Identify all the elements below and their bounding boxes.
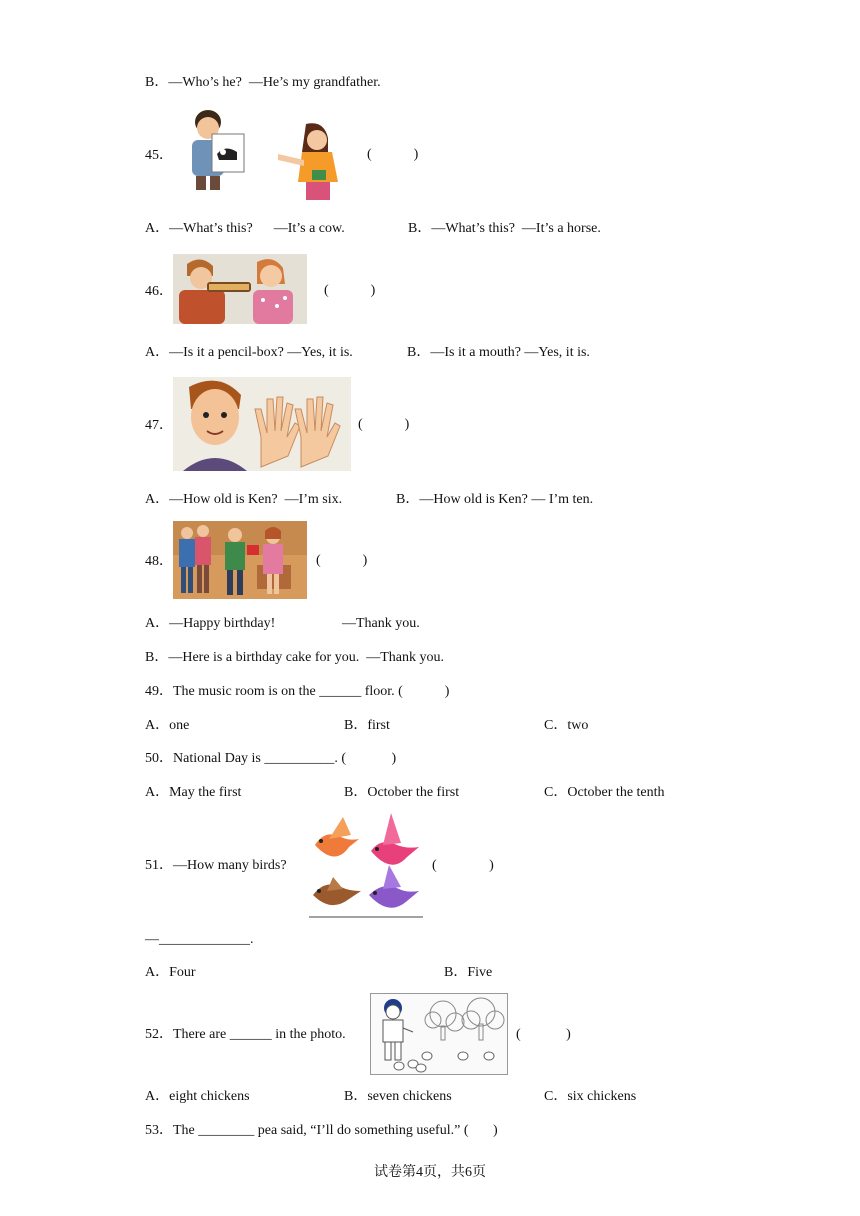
q48-option-b: B．—Here is a birthday cake for you. —Thank you. <box>145 650 444 665</box>
q46-option-a: A．—Is it a pencil-box? —Yes, it is. <box>145 345 353 360</box>
q52-option-c: C．six chickens <box>544 1089 637 1104</box>
q45-answer-paren: ( ) <box>367 147 419 162</box>
q51-answer-blank: —_____________. <box>145 932 254 947</box>
q46-children-pencil-box-picture <box>173 254 307 324</box>
q47-option-a: A．—How old is Ken? —I’m six. <box>145 492 343 507</box>
q49-option-c: C．two <box>544 718 589 733</box>
q47-answer-paren: ( ) <box>358 417 410 432</box>
q49-stem: 49．The music room is on the ______ floor. ( ) <box>145 684 450 699</box>
q52-option-a: A．eight chickens <box>145 1089 250 1104</box>
q50-option-a: A．May the first <box>145 785 242 800</box>
q47-option-b: B．—How old is Ken? — I’m ten. <box>396 492 594 507</box>
q45-boy-with-cow-card-picture <box>186 106 256 192</box>
q50-option-c: C．October the tenth <box>544 785 665 800</box>
q53-stem: 53．The ________ pea said, “I’ll do something useful.” ( ) <box>145 1123 498 1138</box>
q48-option-a-2: —Thank you. <box>342 616 420 631</box>
q45-girl-pointing-picture <box>276 120 348 202</box>
q49-option-b: B．first <box>344 718 390 733</box>
q51-option-b: B．Five <box>444 965 493 980</box>
q45-option-b: B．—What’s this? —It’s a horse. <box>408 221 601 236</box>
q46-option-b: B．—Is it a mouth? —Yes, it is. <box>407 345 590 360</box>
q48-answer-paren: ( ) <box>316 553 368 568</box>
q51-answer-paren: ( ) <box>432 858 494 873</box>
q52-option-b: B．seven chickens <box>344 1089 452 1104</box>
q45-option-a: A．—What’s this? —It’s a cow. <box>145 221 345 236</box>
q44-option-b: B．—Who’s he? —He’s my grandfather. <box>145 75 381 90</box>
q49-option-a: A．one <box>145 718 190 733</box>
q45-number: 45． <box>145 148 173 163</box>
q46-number: 46． <box>145 284 173 299</box>
q51-four-birds-picture <box>309 811 423 919</box>
q52-stem: 52．There are ______ in the photo. <box>145 1027 346 1042</box>
q52-answer-paren: ( ) <box>516 1027 571 1042</box>
q48-number: 48． <box>145 554 173 569</box>
q47-number: 47． <box>145 418 173 433</box>
q50-option-b: B．October the first <box>344 785 460 800</box>
q47-boy-and-ten-fingers-picture <box>173 377 351 471</box>
q46-answer-paren: ( ) <box>324 283 376 298</box>
q51-stem: 51．—How many birds? <box>145 858 287 873</box>
q48-birthday-gift-picture <box>173 521 307 599</box>
page-footer: 试卷第4页，共6页 <box>374 1165 486 1180</box>
q48-option-a-1: A．—Happy birthday! <box>145 616 276 631</box>
q51-option-a: A．Four <box>145 965 196 980</box>
q50-stem: 50．National Day is __________. ( ) <box>145 751 397 766</box>
q52-boy-and-chickens-photo <box>370 993 508 1075</box>
